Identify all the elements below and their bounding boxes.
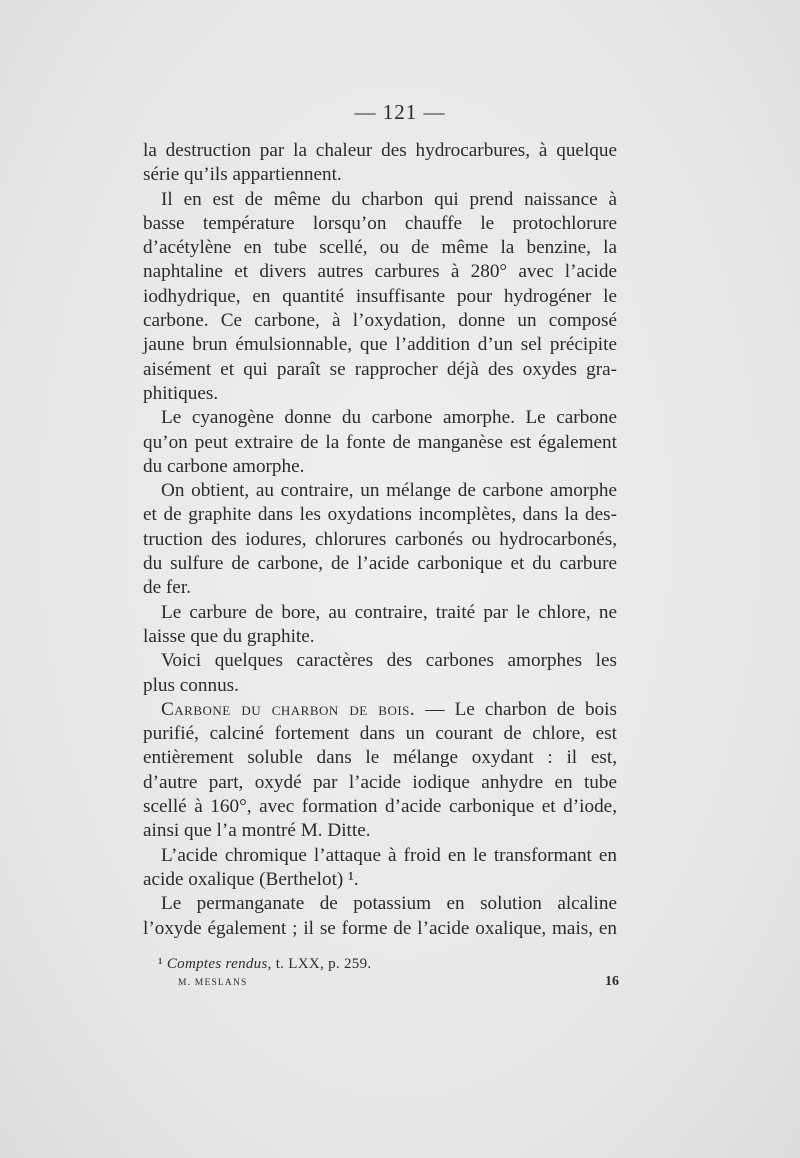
- text-line: iodhydrique, en quantité insuffisante pour hydrogéner le: [143, 285, 617, 307]
- body-text: [143, 139, 617, 941]
- text-line: série qu’ils appartiennent.: [143, 164, 342, 186]
- text-line: plus connus.: [143, 674, 239, 696]
- text-line: d’autre part, oxydé par l’acide iodique anhydre en tube: [143, 771, 617, 793]
- signature-number: 16: [605, 974, 619, 989]
- text-line: phitiques.: [143, 382, 219, 404]
- text-line: et de graphite dans les oxydations incomplètes, dans la des-: [143, 504, 617, 526]
- text-line: acide oxalique (Berthelot) ¹.: [143, 868, 359, 890]
- signature-mark: M. MESLANS: [178, 978, 248, 988]
- text-line: purifié, calciné fortement dans un courant de chlore, est: [143, 723, 617, 745]
- text-line: Voici quelques caractères des carbones amorphes les: [161, 650, 617, 672]
- page-header: — 121 —: [354, 100, 446, 124]
- footnote-marker: ¹: [158, 956, 163, 972]
- text-line: du carbone amorphe.: [143, 455, 305, 477]
- text-line: On obtient, au contraire, un mélange de carbone amorphe: [161, 480, 617, 502]
- text-line: Le cyanogène donne du carbone amorphe. Le carbone: [161, 407, 617, 429]
- text-line: basse température lorsqu’on chauffe le protochlorure: [143, 212, 617, 234]
- text-line: laisse que du graphite.: [143, 625, 315, 647]
- text-line: aisément et qui paraît se rapprocher déjà des oxydes gra-: [143, 358, 617, 380]
- text-line: qu’on peut extraire de la fonte de manganèse est également: [143, 431, 617, 453]
- text-line: naphtaline et divers autres carbures à 280° avec l’acide: [143, 261, 617, 283]
- text-line: L’acide chromique l’attaque à froid en le transformant en: [161, 844, 617, 866]
- text-line: l’oxyde également ; il se forme de l’acide oxalique, mais, en: [143, 917, 617, 939]
- text-line: jaune brun émulsionnable, que l’addition d’un sel précipite: [143, 334, 617, 356]
- text-line: ainsi que l’a montré M. Ditte.: [143, 820, 371, 842]
- footnote-source: Comptes rendus,: [166, 956, 272, 972]
- text-line: scellé à 160°, avec formation d’acide carbonique et d’iode,: [143, 796, 617, 818]
- text-line: d’acétylène en tube scellé, ou de même la benzine, la: [143, 237, 617, 259]
- text-line: entièrement soluble dans le mélange oxydant : il est,: [143, 747, 617, 769]
- section-heading: Carbone du charbon de bois.: [161, 698, 416, 720]
- text-line: Il en est de même du charbon qui prend naissance à: [161, 188, 617, 210]
- text-line: du sulfure de carbone, de l’acide carbonique et du carbure: [143, 553, 617, 575]
- text-line: Le carbure de bore, au contraire, traité par le chlore, ne: [161, 601, 617, 623]
- footnote: [158, 956, 371, 973]
- footnote-ref: t. LXX, p. 259.: [271, 956, 372, 972]
- text-line: de fer.: [143, 577, 191, 599]
- text-fragment: — Le charbon de bois: [415, 698, 617, 720]
- text-line: [143, 698, 617, 722]
- text-line: Le permanganate de potassium en solution alcaline: [161, 893, 617, 915]
- text-line: la destruction par la chaleur des hydrocarbures, à quelque: [143, 140, 617, 161]
- text-line: carbone. Ce carbone, à l’oxydation, donne un composé: [143, 310, 617, 332]
- text-line: truction des iodures, chlorures carbonés ou hydrocarbonés,: [143, 528, 617, 550]
